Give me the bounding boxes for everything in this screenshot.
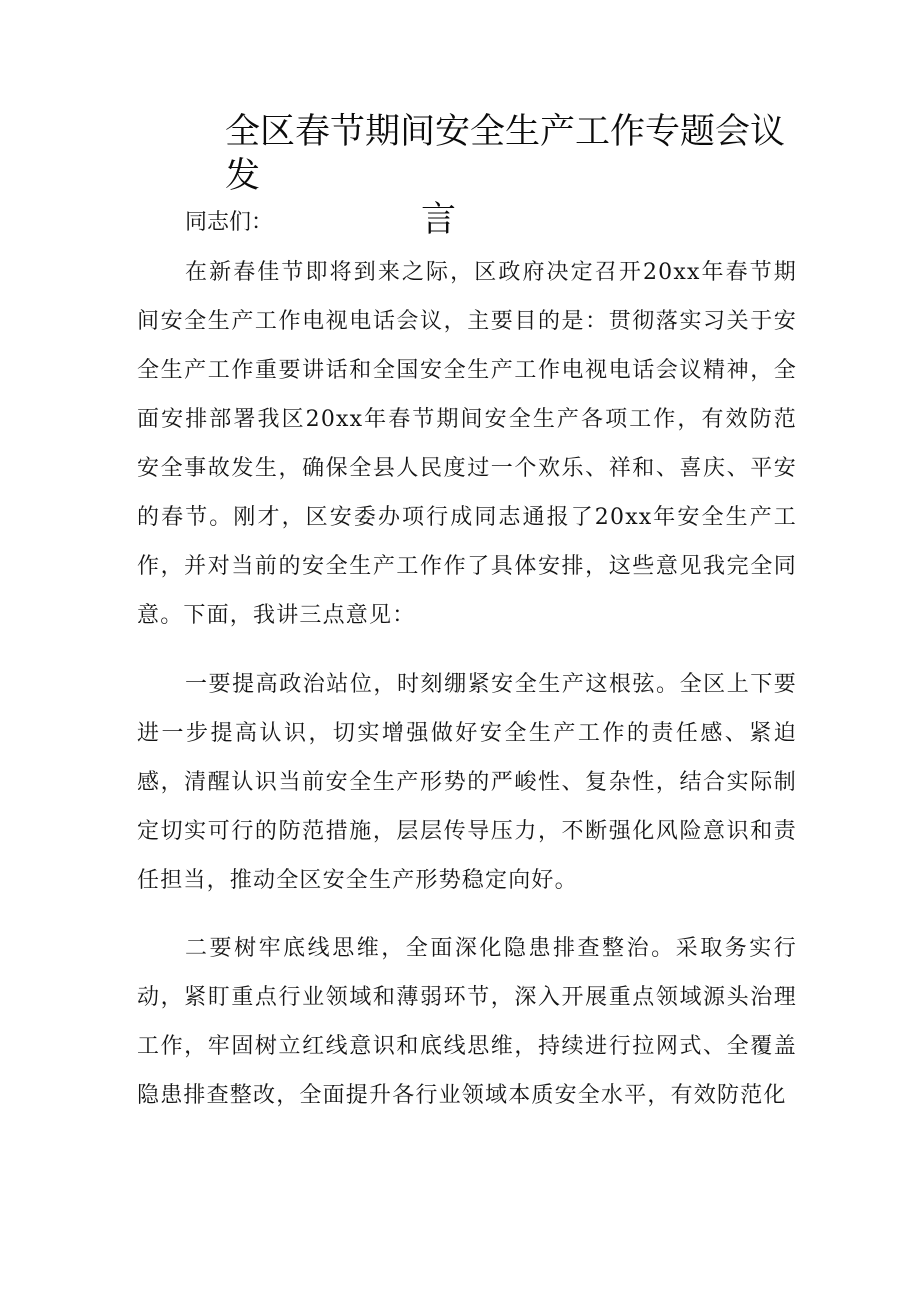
paragraph-intro: 在新春佳节即将到来之际，区政府决定召开20xx年春节期间安全生产工作电视电话会议，主要目的是：贯彻落实习关于安全生产工作重要讲话和全国安全生产工作电视电话会议精神，全面安排部署我区20xx年春节期间安全生产各项工作，有效防范安全事故发生，确保全县人民度过一个欢乐、祥和、喜庆、平安的春节。刚才，区安委办项行成同志通报了20xx年安全生产工作，并对当前的安全生产工作作了具体安排，这些意见我完全同意。下面，我讲三点意见： — [137, 260, 797, 628]
paragraph-point-two: 二要树牢底线思维，全面深化隐患排查整治。采取务实行动，紧盯重点行业领域和薄弱环节，深入开展重点领域源头治理工作，牢固树立红线意识和底线思维，持续进行拉网式、全覆盖隐患排查整改，全面提升各行业领域本质安全水平，有效防范化 — [137, 936, 797, 1108]
paragraph-point-one: 一要提高政治站位，时刻绷紧安全生产这根弦。全区上下要进一步提高认识，切实增强做好安全生产工作的责任感、紧迫感，清醒认识当前安全生产形势的严峻性、复杂性，结合实际制定切实可行的防范措施，层层传导压力，不断强化风险意识和责任担当，推动全区安全生产形势稳定向好。 — [137, 672, 797, 893]
document-body — [137, 198, 797, 1120]
document-title-line-2: 言 — [421, 200, 457, 240]
document-title-line-1: 全区春节期间安全生产工作专题会议发 — [225, 112, 786, 196]
salutation: 同志们： — [185, 210, 274, 235]
